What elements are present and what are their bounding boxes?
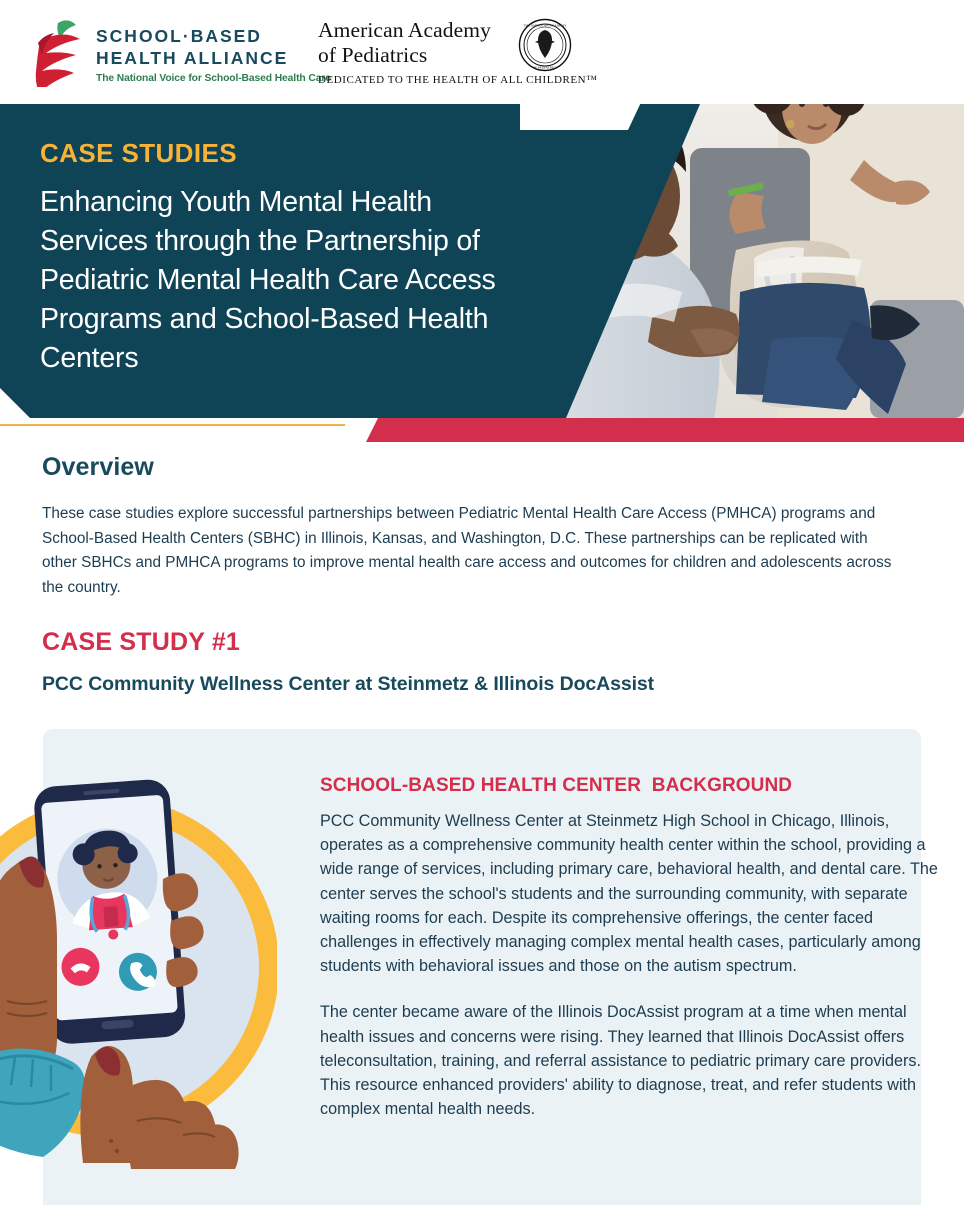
overview-section (42, 453, 922, 600)
case-study-label: CASE STUDY #1 (42, 628, 241, 656)
case-study-subtitle: PCC Community Wellness Center at Steinmetz & Illinois DocAssist (42, 673, 655, 695)
aap-tagline: DEDICATED TO THE HEALTH OF ALL CHILDREN™ (318, 74, 598, 86)
svg-text:THE AMERICAN ACADEMY: THE AMERICAN ACADEMY (523, 23, 567, 28)
apple-icon (28, 19, 90, 87)
hero-eyebrow: CASE STUDIES (40, 138, 237, 168)
red-accent-band (0, 418, 964, 442)
card-heading: SCHOOL-BASED HEALTH CENTER BACKGROUND (320, 775, 793, 796)
overview-paragraph: These case studies explore successful partnerships between Pediatric Mental Health Care Access (PMHCA) programs and School-Based Health Centers (SBHC) in Illinois, Kansas, and Washington, D.C. These partnerships can be replicated with other SBHCs and PMHCA programs to improve mental health care access and outcomes for children and adolescents across the country. (42, 505, 892, 596)
svg-text:OF PEDIATRICS: OF PEDIATRICS (532, 65, 558, 70)
sbha-tagline: The National Voice for School-Based Health Care (96, 73, 331, 84)
card-paragraph-2: The center became aware of the Illinois DocAssist program at a time when mental health issues and concerns were rising. They learned that Illinois DocAssist offers teleconsultation, training, and referral assistance to pediatric primary care providers. This resource enhanced providers' ability to diagnose, treat, and refer students with complex mental health needs. (320, 1003, 922, 1119)
school-based-health-alliance-logo (28, 19, 331, 89)
gold-divider-rule (0, 424, 345, 426)
aap-seal-icon (518, 18, 572, 72)
hero-text-block (40, 138, 540, 378)
overview-heading: Overview (42, 453, 154, 481)
aap-name-line2: of Pediatrics (318, 43, 428, 67)
hero-title: Enhancing Youth Mental Health Services through the Partnership of Pediatric Mental Health Care Access Programs and School-Based Health Centers (40, 186, 496, 374)
card-paragraph-1: PCC Community Wellness Center at Steinmetz High School in Chicago, Illinois, operates as a comprehensive community health center within the school, providing a wide range of services, including primary care, behavioral health, and dental care. The center serves the school's students and the surrounding community, with separate waiting rooms for each. Despite its comprehensive offerings, the center faced challenges in effectively managing complex mental health cases, particularly among students with behavioral issues and those on the autism spectrum. (320, 812, 938, 976)
american-academy-of-pediatrics-logo (318, 18, 598, 90)
logo-bar (0, 0, 964, 104)
card-text-content (320, 775, 945, 1121)
aap-name-line1: American Academy (318, 18, 491, 42)
sbha-wordmark (96, 25, 331, 84)
sbha-line2: HEALTH ALLIANCE (96, 48, 289, 68)
sbha-line1: SCHOOL·BASED (96, 26, 262, 46)
telehealth-video-call-illustration (0, 769, 277, 1169)
